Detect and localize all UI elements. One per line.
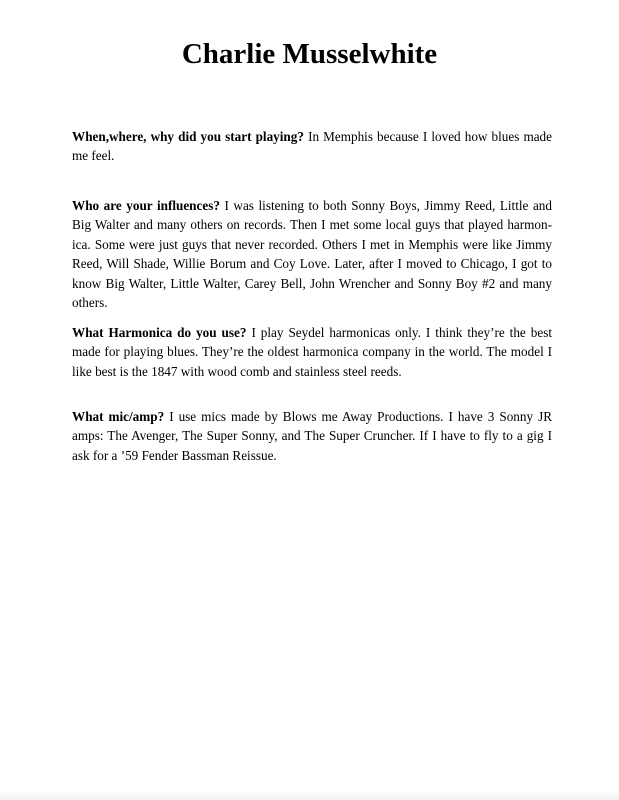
qa-paragraph (72, 127, 552, 166)
qa-paragraph (72, 407, 552, 465)
answer-text: I play Seydel harmonicas only. I think they’re the best made for playing blues. They’re the oldest harmonica company in the world. The model I like best is the 1847 with wood comb and stainless steel reeds. (72, 325, 552, 379)
qa-paragraph (72, 196, 552, 312)
page-edge-shadow (0, 790, 619, 800)
qa-paragraph (72, 323, 552, 381)
page-title: Charlie Musselwhite (181, 38, 438, 70)
answer-text: In Memphis because I loved how blues made me feel. (72, 129, 553, 164)
question-text: When,where, why did you start playing? (72, 129, 304, 144)
answer-text: I use mics made by Blows me Away Productions. I have 3 Sonny JR amps: The Avenger, The Super Sonny, and The Super Cruncher. If I have to fly to a gig I ask for a ’59 Fender Bassman Reissue. (72, 409, 552, 463)
answer-text: I was listening to both Sonny Boys, Jimmy Reed, Little and Big Walter and many others on records. Then I met some local guys that played harmon-ica. Some were just guys that never recorded. Others I met in Memphis were like Jimmy Reed, Will Shade, Willie Borum and Coy Love. Later, after I moved to Chicago, I got to know Big Walter, Little Walter, Carey Bell, John Wrencher and Sonny Boy #2 and many others. (72, 198, 552, 311)
question-text: What Harmonica do you use? (72, 325, 247, 340)
question-text: Who are your influences? (72, 198, 220, 213)
question-text: What mic/amp? (72, 409, 165, 424)
